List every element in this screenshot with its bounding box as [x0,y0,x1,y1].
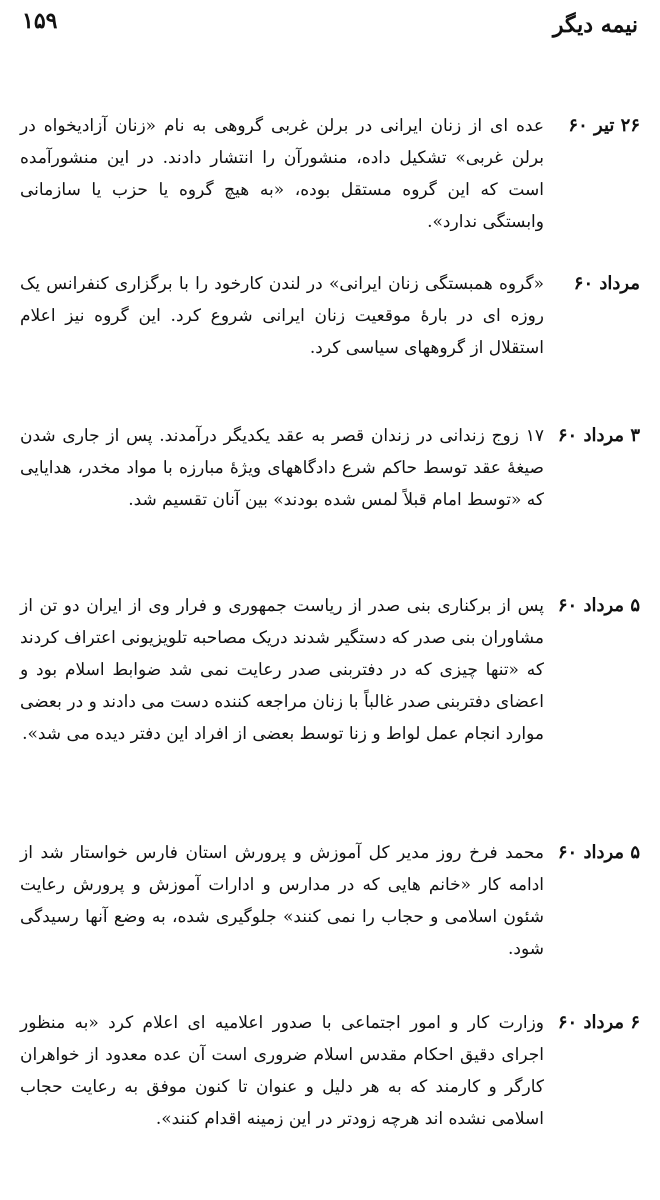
page-number: ۱۵۹ [22,8,58,34]
chronology-entry [20,590,640,837]
entry-text: ۱۷ زوج زندانی در زندان قصر به عقد یکدیگر درآمدند. پس از جاری شدن صیغهٔ عقد توسط حاکم شرع دادگاههای ویژهٔ مبارزه با مواد مخدر، هدایایی که «توسط امام قبلاً لمس شده بودند» بین آنان تقسیم شد. [20,426,544,510]
entry-text: وزارت کار و امور اجتماعی با صدور اعلامیه ای اعلام کرد «به منظور اجرای دقیق احکام مقدس اسلام ضروری است آن عده معدود از خواهران کارگر و کارمند که به هر دلیل و عنوان تا کنون موفق به رعایت حجاب اسلامی نشده اند هرچه زودتر در این زمینه اقدام کنند». [20,1013,544,1129]
chronology-entry [20,110,640,268]
entry-text: پس از برکناری بنی صدر از ریاست جمهوری و فرار وی از ایران دو تن از مشاوران بنی صدر که دستگیر شدند دریک مصاحبه تلویزیونی اعتراف کردند که «تنها چیزی که در دفتربنی صدر رعایت نمی شد ضوابط اسلام بود و اعضای دفتربنی صدر غالباً با زنان مراجعه کننده دست می دادند و در بعضی موارد انجام عمل لواط و زنا توسط بعضی از افراد این دفتر دیده می شد». [20,596,544,744]
entry-text: «گروه همبستگی زنان ایرانی» در لندن کارخود را با برگزاری کنفرانس یک روزه ای در بارهٔ موقعیت زنان ایرانی شروع کرد. این گروه نیز اعلام استقلال از گروههای سیاسی کرد. [20,274,544,358]
entry-text: محمد فرخ روز مدیر کل آموزش و پرورش استان فارس خواستار شد از ادامه کار «خانم هایی که در مدارس و ادارات آموزش و پرورش رعایت شئون اسلامی و حجاب را نمی کنند» جلوگیری شده، به وضع آنها رسیدگی شود. [20,843,544,959]
entry-date: ۵ مرداد ۶۰ [557,842,640,863]
chronology-entry [20,420,640,590]
chronology-entry [20,1007,640,1135]
entry-text: عده ای از زنان ایرانی در برلن غربی گروهی به نام «زنان آزادیخواه در برلن غربی» تشکیل داده، منشورآن را انتشار دادند. در این منشورآمده است که این گروه مستقل بوده، «به هیچ گروه یا حزب یا سازمانی وابستگی ندارد». [20,116,544,232]
chronology-entry [20,268,640,420]
chronology-entry [20,837,640,1007]
entry-date: ۳ مرداد ۶۰ [557,425,640,446]
entry-date: مرداد ۶۰ [573,273,640,294]
running-title: نیمه دیگر [552,12,638,38]
chronology-list [20,110,640,1135]
entry-date: ۵ مرداد ۶۰ [557,595,640,616]
entry-date: ۶ مرداد ۶۰ [557,1012,640,1033]
entry-date: ۲۶ تیر ۶۰ [568,115,640,136]
